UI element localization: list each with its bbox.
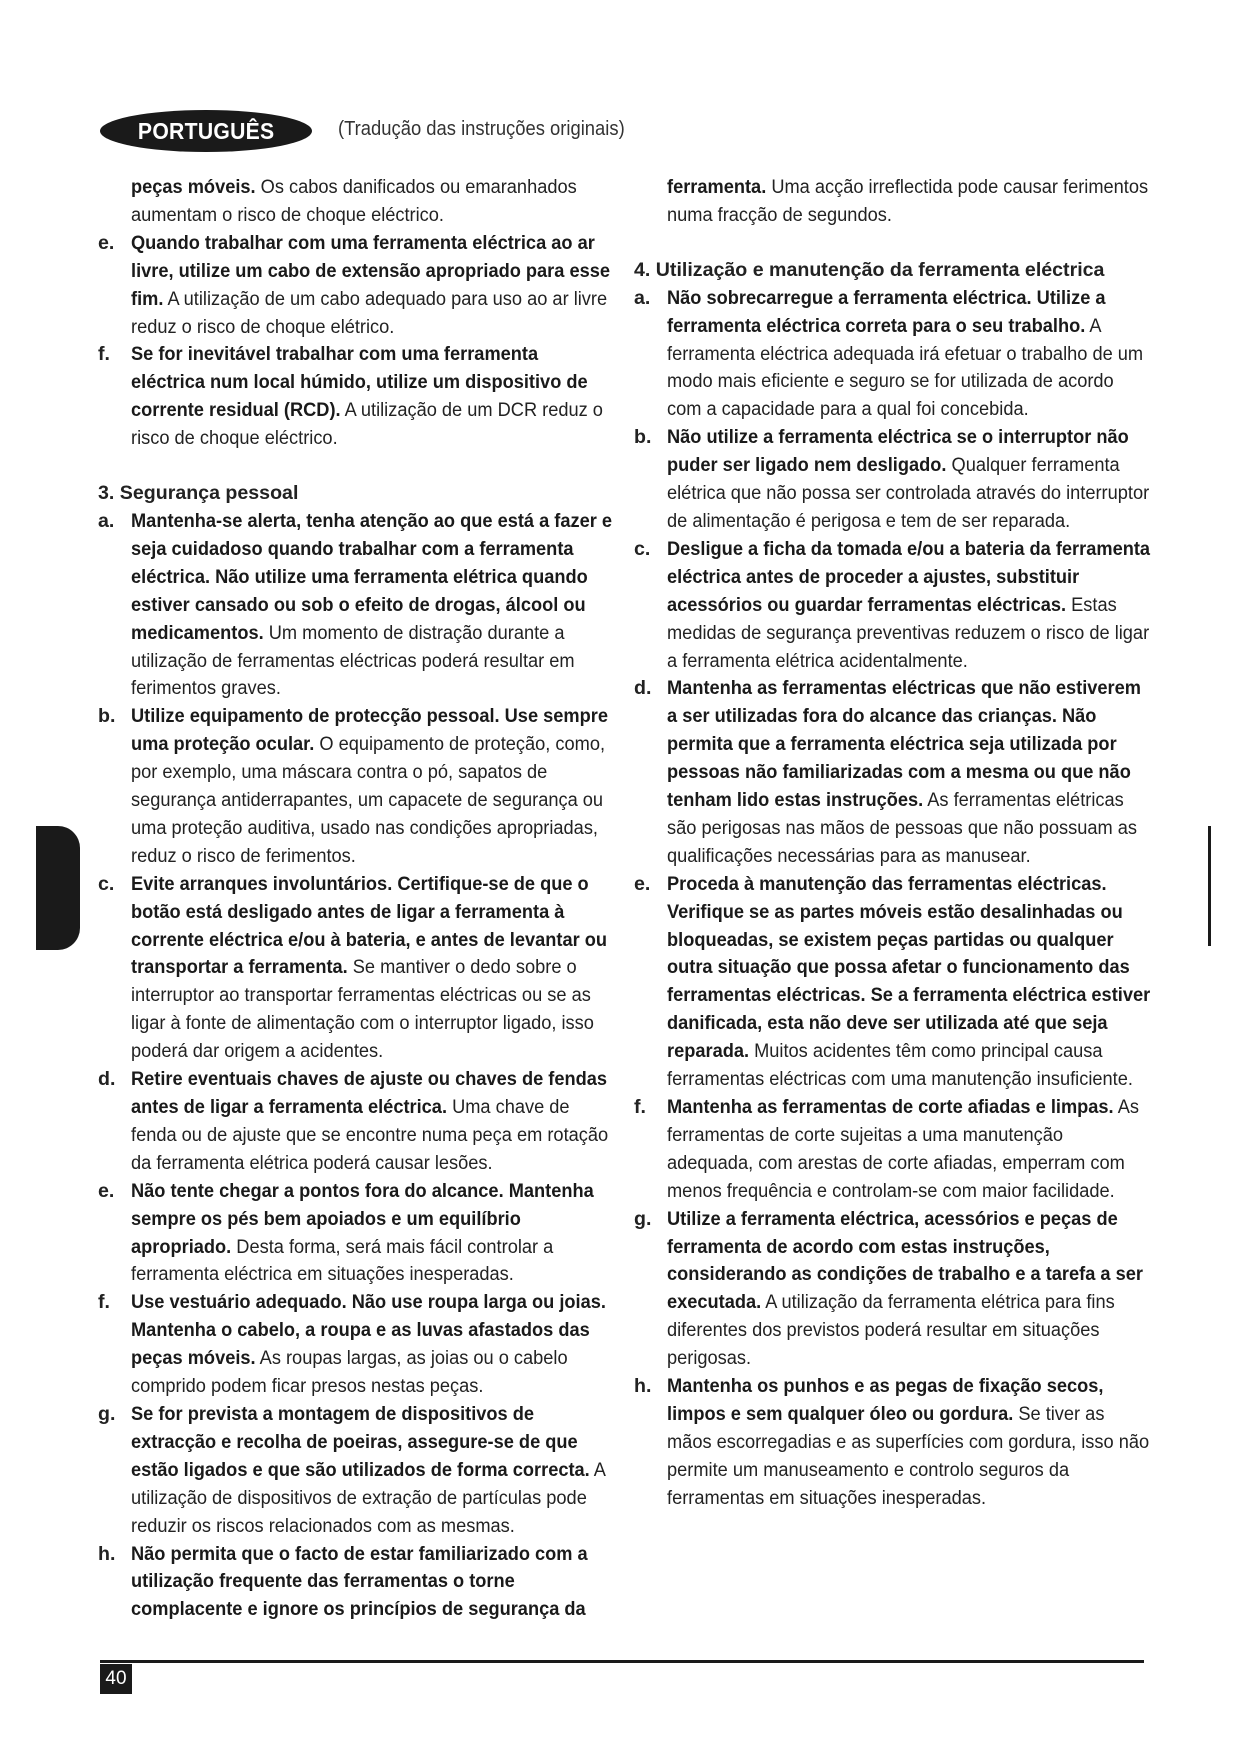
left-column (98, 174, 618, 1624)
item-3d: d. Retire eventuais chaves de ajuste ou chaves de fendas antes de ligar a ferramenta eléctrica. Uma chave de fenda ou de ajuste que se encontre numa peça em rotação da ferramenta elétrica poderá causar lesões. (98, 1068, 609, 1174)
language-badge (100, 110, 312, 152)
item-2f: f. Se for inevitável trabalhar com uma ferramenta eléctrica num local húmido, utilize um dispositivo de corrente residual (RCD). A utilização de um DCR reduz o risco de choque eléctrico. (98, 343, 603, 450)
item-3c: c. Evite arranques involuntários. Certifique-se de que o botão está desligado antes de ligar a ferramenta à corrente eléctrica e/ou à bateria, e antes de levantar ou transportar a ferramenta. Se mantiver o dedo sobre o interruptor ao transportar ferramentas eléctricas ou se as ligar à fonte de alimentação com o interruptor ligado, isso poderá dar origem a acidentes. (98, 872, 608, 1063)
section-heading-3: 3. Segurança pessoal (98, 482, 299, 505)
item-3a: a. Mantenha-se alerta, tenha atenção ao que está a fazer e seja cuidadoso quando trabalhar com a ferramenta eléctrica. Não utilize uma ferramenta elétrica quando estiver cansado ou sob o efeito de drogas, álcool ou medicamentos. Um momento de distração durante a utilização de ferramentas eléctricas poderá resultar em ferimentos graves. (98, 509, 613, 700)
right-column (634, 174, 1154, 1513)
item-2e: e. Quando trabalhar com uma ferramenta eléctrica ao ar livre, utilize um cabo de extensão apropriado para esse fim. A utilização de um cabo adequado para uso ao ar livre reduz o risco de choque elétrico. (98, 231, 611, 338)
translation-note: (Tradução das instruções originais) (338, 118, 625, 140)
item-4e: e. Proceda à manutenção das ferramentas eléctricas. Verifique se as partes móveis estão desalinhadas ou bloqueadas, se existem peças partidas ou qualquer outra situação que possa afetar o funcionamento das ferramentas eléctricas. Se a ferramenta eléctrica estiver danificada, esta não deve ser utilizada até que seja reparada. Muitos acidentes têm como principal causa ferramentas eléctricas com uma manutenção insuficiente. (634, 872, 1151, 1091)
item-3f: f. Use vestuário adequado. Não use roupa larga ou joias. Mantenha o cabelo, a roupa e as luvas afastados das peças móveis. As roupas largas, as joias ou o cabelo comprido podem ficar presos nestas peças. (98, 1291, 606, 1398)
item-4d: d. Mantenha as ferramentas eléctricas que não estiverem a ser utilizadas fora do alcance das crianças. Não permita que a ferramenta eléctrica seja utilizada por pessoas não familiarizadas com a mesma ou que não tenham lido estas instruções. As ferramentas elétricas são perigosas nas mãos de pessoas que não possuam as qualificações necessárias para as manusear. (634, 677, 1141, 867)
item-4h: h. Mantenha os punhos e as pegas de fixação secos, limpos e sem qualquer óleo ou gordura. Se tiver as mãos escorregadias e as superfícies com gordura, isso não permite um manuseamento e controlo seguros da ferramentas em situações inesperadas. (634, 1375, 1150, 1509)
page-number: 40 (100, 1664, 132, 1694)
item-4c: c. Desligue a ficha da tomada e/ou a bateria da ferramenta eléctrica antes de proceder a ajustes, substituir acessórios ou guardar ferramentas eléctricas. Estas medidas de segurança preventivas reduzem o risco de ligar a ferramenta elétrica acidentalmente. (634, 537, 1151, 672)
item-3b: b. Utilize equipamento de protecção pessoal. Use sempre uma proteção ocular. O equipamento de proteção, como, por exemplo, uma máscara contra o pó, sapatos de segurança antiderrapantes, um capacete de segurança ou uma proteção auditiva, usado nas condições apropriadas, reduz o risco de ferimentos. (98, 705, 608, 867)
item-3g: g. Se for prevista a montagem de dispositivos de extracção e recolha de poeiras, assegure-se de que estão ligados e que são utilizados de forma correcta. A utilização de dispositivos de extração de partículas pode reduzir os riscos relacionados com as mesmas. (98, 1402, 605, 1537)
item-4b: b. Não utilize a ferramenta eléctrica se o interruptor não puder ser ligado nem desligado. Qualquer ferramenta elétrica que não possa ser controlada através do interruptor de alimentação é perigosa e tem de ser reparada. (634, 426, 1150, 532)
language-label: PORTUGUÊS (137, 117, 275, 144)
item-4f: f. Mantenha as ferramentas de corte afiadas e limpas. As ferramentas de corte sujeitas a uma manutenção adequada, com arestas de corte afiadas, emperram com menos frequência e controlam-se com maior facilidade. (634, 1096, 1139, 1202)
section-heading-4: 4. Utilização e manutenção da ferramenta eléctrica (634, 258, 1105, 281)
side-margin-line (1208, 826, 1211, 946)
item-4g: g. Utilize a ferramenta eléctrica, acessórios e peças de ferramenta de acordo com estas instruções, considerando as condições de trabalho e a tarefa a ser executada. A utilização da ferramenta elétrica para fins diferentes dos previstos poderá resultar em situações perigosas. (634, 1207, 1143, 1370)
item-3h-continued: ferramenta. Uma acção irreflectida pode causar ferimentos numa fracção de segundos. (667, 176, 1149, 226)
side-section-tab (36, 826, 80, 950)
item-3h: h. Não permita que o facto de estar familiarizado com a utilização frequente das ferramentas o torne complacente e ignore os princípios de segurança da (98, 1542, 588, 1621)
footer-rule (100, 1660, 1144, 1663)
item-3e: e. Não tente chegar a pontos fora do alcance. Mantenha sempre os pés bem apoiados e um equilíbrio apropriado. Desta forma, será mais fácil controlar a ferramenta eléctrica em situações inesperadas. (98, 1179, 594, 1286)
item-4a: a. Não sobrecarregue a ferramenta eléctrica. Utilize a ferramenta eléctrica correta para o seu trabalho. A ferramenta eléctrica adequada irá efetuar o trabalho de um modo mais eficiente e seguro se for utilizada de acordo com a capacidade para a qual foi concebida. (634, 286, 1144, 421)
item-2d-continued: peças móveis. Os cabos danificados ou emaranhados aumentam o risco de choque eléctrico. (131, 176, 577, 226)
